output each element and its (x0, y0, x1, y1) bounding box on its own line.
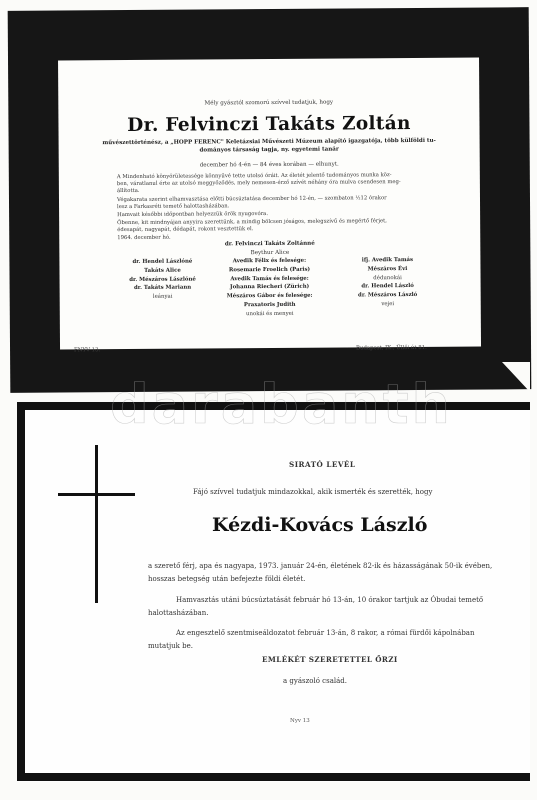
family-member: dr. Hendel László (361, 283, 414, 290)
grandchildren-column (219, 257, 319, 319)
family-member: Mészáros Évi (367, 265, 408, 273)
family-member: Takáts Alice (144, 267, 181, 274)
family-member: Avedik Félix és felesége: (232, 257, 307, 265)
cross-icon (95, 445, 98, 603)
cremation-line-1: Hamvasztás utáni búcsúztatását február hó 13-án, 10 órakor tartjuk az Óbudai temető (176, 596, 484, 604)
printer-mark: Nyv 13 (290, 718, 310, 724)
intro-text: Fájó szívvel tudatjuk mindazokkal, akik ismerték és szerették, hogy (193, 488, 433, 496)
printer-mark: FNYV 13. (74, 347, 101, 354)
deceased-name: Dr. Felvinczi Takáts Zoltán (127, 113, 411, 136)
border-bottom (17, 773, 530, 781)
relation-label: dédunokái (373, 274, 402, 281)
paragraph-line: lesz a Farkasréti temető halottasházában. (117, 203, 230, 211)
paragraph-line: Hamvait későbbi időpontban helyezzük örök nyugovóra. (117, 211, 269, 219)
notice-heading: SIRATÓ LEVÉL (289, 460, 356, 469)
paragraph-line: Őbenne, kit mindnyájan anyyira szerettünk, a mindig bölcsen jóságos, melegszívű és megértő férjet, (117, 218, 387, 227)
watermark: darabanth (110, 373, 453, 436)
family-member: dr. Mészáros László (358, 292, 418, 299)
remembrance-text: EMLÉKÉT SZERETETTEL ŐRZI (262, 655, 398, 664)
relation-label: vejei (381, 301, 395, 308)
great-grandchildren-column (342, 256, 432, 309)
family-member: Avedik Tamás és felesége: (230, 275, 309, 282)
life-line-2: hosszas betegség után befejezte földi életét. (148, 575, 306, 583)
family-member: Praxatoris Judith (243, 301, 296, 309)
relation-label: leányai (152, 293, 173, 301)
family-member: Mészáros Gábor és felesége: (226, 292, 313, 300)
family-member: dr. Mészáros Lászlóné (129, 276, 196, 283)
family-member: dr. Takáts Mariann (133, 284, 192, 292)
title-line-2: dományos társaság tagja, ny. egyetemi tanár (199, 146, 339, 154)
paragraph-line: 1964. december hó. (117, 234, 171, 242)
family-member: ifj. Avedik Tamás (361, 256, 414, 264)
family-member: dr. Hendel Lászlóné (132, 258, 193, 265)
widow-name: dr. Felvinczi Takáts Zoltánné (224, 240, 315, 248)
paragraph-line: A Mindenható könyörületessége könnyűvé tette utolsó óráit. Az életét jelentő tudományos munka köz- (116, 172, 392, 181)
cremation-line-2: halottasházában. (148, 609, 209, 617)
death-line: december hó 4-én — 84 éves korában — elhunyt. (199, 161, 339, 169)
life-line-1: a szerető férj, apa és nagyapa, 1973. január 24-én, életének 82-ik és házasságának 50-ik évében, (148, 562, 493, 570)
family-signature: a gyászoló család. (283, 677, 347, 685)
family-member: Rosemarie Froelich (Paris) (228, 266, 311, 274)
cross-bar (58, 493, 135, 496)
obituary-notice-kezdi-kovacs (17, 402, 530, 782)
intro-text: Mély gyásztól szomorú szívvel tudatjuk, hogy (204, 99, 334, 107)
paragraph-line: állította. (116, 187, 140, 195)
border-left (17, 402, 25, 781)
relation-label: unokái és menyei (246, 310, 294, 317)
torn-corner (502, 362, 530, 392)
daughters-column (117, 257, 207, 302)
paragraph-line: édesapát, nagyapát, dédapát, rokont vesztettük el. (117, 226, 254, 234)
widow-maiden-name: Beythur Alice (250, 249, 290, 257)
mass-line-2: mutatjuk be. (148, 642, 193, 650)
paragraph-line: ben, váratlanul érte az utolsó meggyőződés, mely nemesen-érző szívét néhány óra mulva csendesen meg- (116, 179, 401, 188)
notice-inner-panel (58, 58, 481, 354)
family-member: Johanna Riecheri (Zürich) (229, 284, 310, 291)
deceased-name: Kézdi-Kovács László (212, 514, 428, 536)
obituary-notice-felvinczi (8, 7, 532, 393)
paragraph-line: Végakarata szerint elhamvasztása előtti búcsúztatása december hó 12-én, — szombaton ½12 órakor (116, 195, 387, 204)
address-text: Budapest, IX., Üllői út 81. (356, 344, 427, 352)
mass-line-1: Az engesztelő szentmiseáldozatot február 13-án, 8 rakor, a római fürdői kápolnában (176, 629, 475, 637)
title-line-1: művészettörténész, a „HOPP FERENC" Keletázsiai Művészeti Múzeum alapító igazgatója, több külföldi tu- (102, 137, 436, 147)
